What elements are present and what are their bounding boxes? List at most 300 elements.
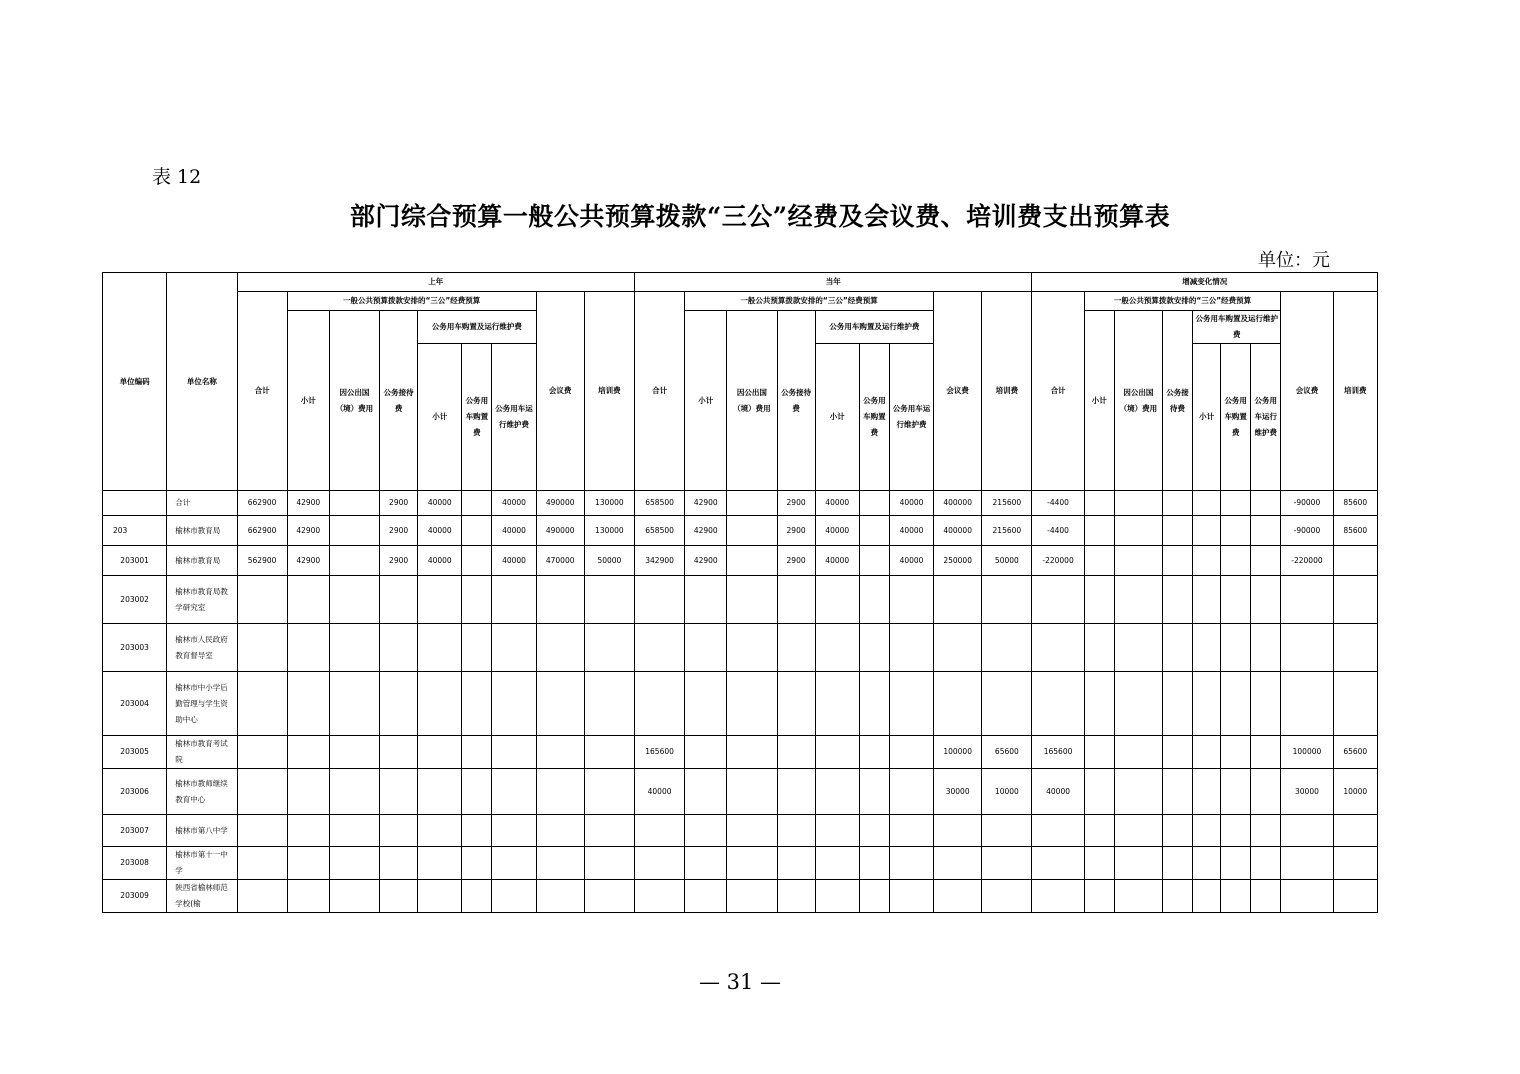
table-row xyxy=(103,516,1378,546)
value-cell xyxy=(492,847,536,880)
value-cell xyxy=(815,576,859,624)
table-row xyxy=(103,769,1378,815)
value-cell xyxy=(859,672,889,736)
value-cell xyxy=(1084,672,1114,736)
value-cell xyxy=(380,736,418,769)
value-cell xyxy=(859,815,889,847)
value-cell xyxy=(1193,672,1221,736)
value-cell xyxy=(1114,546,1162,576)
value-cell xyxy=(815,672,859,736)
page-title: 部门综合预算一般公共预算拨款“三公”经费及会议费、培训费支出预算表 xyxy=(349,202,1171,231)
col-vehicle-operation-change: 公务用车运行维护费 xyxy=(1251,344,1281,491)
value-cell: 490000 xyxy=(536,491,584,516)
value-cell xyxy=(1193,769,1221,815)
unit-name-cell: 榆林市教育考试院 xyxy=(167,736,237,769)
value-cell xyxy=(1251,769,1281,815)
value-cell: 40000 xyxy=(815,516,859,546)
group-last-year: 上年 xyxy=(237,273,634,292)
col-vehicle-purchase-change: 公务用车购置费 xyxy=(1221,344,1251,491)
value-cell xyxy=(1032,672,1084,736)
value-cell xyxy=(1281,576,1333,624)
value-cell xyxy=(982,576,1032,624)
value-cell: 658500 xyxy=(634,516,684,546)
value-cell xyxy=(1162,672,1192,736)
value-cell xyxy=(1221,576,1251,624)
value-cell xyxy=(1221,815,1251,847)
value-cell xyxy=(859,736,889,769)
col-abroad-change: 因公出国（境）费用 xyxy=(1114,311,1162,491)
value-cell: 2900 xyxy=(777,491,815,516)
value-cell: 2900 xyxy=(777,516,815,546)
col-reception-this-year: 公务接待费 xyxy=(777,311,815,491)
value-cell xyxy=(634,576,684,624)
value-cell xyxy=(536,576,584,624)
unit-name-cell: 榆林市教师继续教育中心 xyxy=(167,769,237,815)
col-subtotal-change: 小计 xyxy=(1084,311,1114,491)
value-cell xyxy=(777,576,815,624)
value-cell: 42900 xyxy=(685,546,727,576)
value-cell: 40000 xyxy=(815,546,859,576)
unit-code-cell: 203 xyxy=(103,516,167,546)
value-cell xyxy=(634,847,684,880)
col-reception-last-year: 公务接待费 xyxy=(380,311,418,491)
value-cell: 50000 xyxy=(584,546,634,576)
value-cell xyxy=(727,624,777,672)
value-cell xyxy=(462,880,492,913)
value-cell xyxy=(685,880,727,913)
value-cell xyxy=(1221,672,1251,736)
value-cell xyxy=(1333,880,1377,913)
value-cell: 165600 xyxy=(1032,736,1084,769)
value-cell xyxy=(1251,672,1281,736)
value-cell xyxy=(685,847,727,880)
value-cell: 42900 xyxy=(287,546,329,576)
value-cell xyxy=(287,847,329,880)
value-cell xyxy=(418,769,462,815)
value-cell xyxy=(1193,624,1221,672)
value-cell xyxy=(418,672,462,736)
value-cell xyxy=(1162,880,1192,913)
value-cell xyxy=(329,546,379,576)
value-cell xyxy=(982,672,1032,736)
value-cell xyxy=(492,576,536,624)
col-training-change: 培训费 xyxy=(1333,292,1377,491)
value-cell xyxy=(727,491,777,516)
value-cell xyxy=(1221,516,1251,546)
value-cell xyxy=(1032,880,1084,913)
unit-code-cell: 203006 xyxy=(103,769,167,815)
value-cell xyxy=(380,880,418,913)
value-cell: 490000 xyxy=(536,516,584,546)
value-cell xyxy=(727,847,777,880)
value-cell xyxy=(329,847,379,880)
value-cell xyxy=(418,815,462,847)
value-cell xyxy=(1114,672,1162,736)
value-cell: 30000 xyxy=(934,769,982,815)
value-cell xyxy=(380,769,418,815)
value-cell xyxy=(1032,847,1084,880)
col-three-public-last-year: 一般公共预算拨款安排的“三公”经费预算 xyxy=(287,292,536,311)
value-cell xyxy=(727,769,777,815)
value-cell xyxy=(287,624,329,672)
value-cell xyxy=(859,880,889,913)
value-cell: 40000 xyxy=(492,546,536,576)
value-cell xyxy=(727,815,777,847)
value-cell xyxy=(727,516,777,546)
value-cell xyxy=(815,815,859,847)
value-cell xyxy=(237,576,287,624)
col-training-this-year: 培训费 xyxy=(982,292,1032,491)
value-cell xyxy=(492,880,536,913)
value-cell: 40000 xyxy=(418,491,462,516)
value-cell xyxy=(1162,576,1192,624)
value-cell xyxy=(1084,847,1114,880)
value-cell xyxy=(777,847,815,880)
value-cell: -220000 xyxy=(1032,546,1084,576)
col-training-last-year: 培训费 xyxy=(584,292,634,491)
value-cell xyxy=(380,624,418,672)
value-cell xyxy=(492,736,536,769)
value-cell xyxy=(1333,672,1377,736)
unit-code-cell: 203007 xyxy=(103,815,167,847)
value-cell xyxy=(934,815,982,847)
value-cell xyxy=(1114,516,1162,546)
value-cell: 215600 xyxy=(982,491,1032,516)
value-cell xyxy=(536,672,584,736)
value-cell xyxy=(1281,847,1333,880)
value-cell: 2900 xyxy=(380,516,418,546)
value-cell xyxy=(982,880,1032,913)
value-cell xyxy=(1251,546,1281,576)
value-cell: 40000 xyxy=(1032,769,1084,815)
unit-code-cell: 203005 xyxy=(103,736,167,769)
unit-label: 单位：元 xyxy=(1258,250,1330,271)
value-cell xyxy=(934,880,982,913)
value-cell xyxy=(1162,546,1192,576)
value-cell xyxy=(1162,516,1192,546)
value-cell: 100000 xyxy=(934,736,982,769)
value-cell xyxy=(634,880,684,913)
value-cell xyxy=(859,769,889,815)
value-cell: 250000 xyxy=(934,546,982,576)
value-cell xyxy=(418,847,462,880)
col-abroad-last-year: 因公出国（境）费用 xyxy=(329,311,379,491)
value-cell xyxy=(859,847,889,880)
value-cell xyxy=(934,624,982,672)
value-cell xyxy=(1333,847,1377,880)
value-cell xyxy=(777,880,815,913)
value-cell xyxy=(1114,736,1162,769)
unit-code-cell: 203009 xyxy=(103,880,167,913)
value-cell xyxy=(237,736,287,769)
value-cell xyxy=(237,880,287,913)
col-vehicle-purchase-last-year: 公务用车购置费 xyxy=(462,344,492,491)
value-cell xyxy=(462,624,492,672)
value-cell xyxy=(859,576,889,624)
value-cell xyxy=(237,624,287,672)
value-cell xyxy=(1193,491,1221,516)
value-cell: 42900 xyxy=(685,516,727,546)
value-cell xyxy=(287,736,329,769)
value-cell xyxy=(815,769,859,815)
table-row xyxy=(103,815,1378,847)
unit-name-cell: 榆林市教育局教学研究室 xyxy=(167,576,237,624)
value-cell xyxy=(982,624,1032,672)
col-three-public-this-year: 一般公共预算拨款安排的“三公”经费预算 xyxy=(685,292,934,311)
value-cell xyxy=(462,672,492,736)
value-cell xyxy=(815,736,859,769)
value-cell xyxy=(685,624,727,672)
value-cell xyxy=(1281,672,1333,736)
col-vehicle-group-change: 公务用车购置及运行维护费 xyxy=(1193,311,1281,344)
value-cell xyxy=(1251,491,1281,516)
value-cell xyxy=(685,576,727,624)
value-cell: 165600 xyxy=(634,736,684,769)
col-unit-code: 单位编码 xyxy=(103,273,167,491)
value-cell xyxy=(685,736,727,769)
value-cell xyxy=(329,672,379,736)
value-cell xyxy=(1084,736,1114,769)
value-cell xyxy=(727,672,777,736)
value-cell xyxy=(1193,880,1221,913)
value-cell xyxy=(462,546,492,576)
value-cell xyxy=(727,880,777,913)
group-this-year: 当年 xyxy=(634,273,1031,292)
value-cell xyxy=(380,815,418,847)
value-cell: 40000 xyxy=(889,546,933,576)
value-cell xyxy=(380,672,418,736)
unit-code-cell: 203003 xyxy=(103,624,167,672)
value-cell: -220000 xyxy=(1281,546,1333,576)
col-vehicle-subtotal-change: 小计 xyxy=(1193,344,1221,491)
value-cell xyxy=(982,847,1032,880)
value-cell: 2900 xyxy=(380,546,418,576)
value-cell: 400000 xyxy=(934,516,982,546)
value-cell xyxy=(1084,516,1114,546)
col-meeting-change: 会议费 xyxy=(1281,292,1333,491)
value-cell: 100000 xyxy=(1281,736,1333,769)
col-meeting-this-year: 会议费 xyxy=(934,292,982,491)
value-cell xyxy=(1084,576,1114,624)
unit-name-cell: 榆林市人民政府教育督导室 xyxy=(167,624,237,672)
unit-code-cell: 203008 xyxy=(103,847,167,880)
value-cell xyxy=(1251,736,1281,769)
value-cell: 40000 xyxy=(492,491,536,516)
value-cell xyxy=(685,769,727,815)
value-cell xyxy=(1114,769,1162,815)
value-cell xyxy=(584,736,634,769)
table-row xyxy=(103,880,1378,913)
value-cell xyxy=(934,576,982,624)
value-cell xyxy=(329,491,379,516)
value-cell xyxy=(329,880,379,913)
value-cell xyxy=(1032,624,1084,672)
value-cell: 40000 xyxy=(889,516,933,546)
value-cell xyxy=(934,672,982,736)
value-cell xyxy=(1251,880,1281,913)
unit-name-cell: 榆林市教育局 xyxy=(167,546,237,576)
col-vehicle-operation-last-year: 公务用车运行维护费 xyxy=(492,344,536,491)
value-cell xyxy=(462,516,492,546)
table-row xyxy=(103,546,1378,576)
value-cell xyxy=(1114,847,1162,880)
value-cell: 40000 xyxy=(418,516,462,546)
value-cell xyxy=(1162,815,1192,847)
value-cell: 130000 xyxy=(584,491,634,516)
value-cell: 40000 xyxy=(815,491,859,516)
value-cell xyxy=(634,672,684,736)
value-cell xyxy=(1162,624,1192,672)
value-cell xyxy=(462,736,492,769)
value-cell xyxy=(1221,880,1251,913)
value-cell xyxy=(287,769,329,815)
unit-code-cell: 203004 xyxy=(103,672,167,736)
value-cell xyxy=(418,880,462,913)
value-cell xyxy=(982,815,1032,847)
col-unit-name: 单位名称 xyxy=(167,273,237,491)
value-cell xyxy=(287,880,329,913)
value-cell xyxy=(859,624,889,672)
value-cell xyxy=(329,815,379,847)
value-cell xyxy=(584,769,634,815)
unit-name-cell: 陕西省榆林师范学校(榆 xyxy=(167,880,237,913)
col-total-last-year: 合计 xyxy=(237,292,287,491)
value-cell xyxy=(1114,576,1162,624)
value-cell: 662900 xyxy=(237,516,287,546)
value-cell xyxy=(889,815,933,847)
value-cell: 40000 xyxy=(492,516,536,546)
value-cell xyxy=(1281,815,1333,847)
value-cell xyxy=(1333,624,1377,672)
value-cell xyxy=(1251,576,1281,624)
value-cell xyxy=(1221,546,1251,576)
value-cell xyxy=(1084,624,1114,672)
value-cell xyxy=(418,624,462,672)
value-cell: 40000 xyxy=(418,546,462,576)
value-cell xyxy=(777,672,815,736)
value-cell xyxy=(462,815,492,847)
value-cell xyxy=(634,815,684,847)
value-cell xyxy=(584,815,634,847)
value-cell xyxy=(536,815,584,847)
value-cell xyxy=(237,769,287,815)
budget-table xyxy=(102,272,1378,913)
value-cell xyxy=(889,624,933,672)
unit-code-cell xyxy=(103,491,167,516)
value-cell xyxy=(536,880,584,913)
value-cell: 85600 xyxy=(1333,516,1377,546)
value-cell xyxy=(1114,491,1162,516)
value-cell xyxy=(889,769,933,815)
value-cell xyxy=(1032,815,1084,847)
table-row xyxy=(103,847,1378,880)
value-cell xyxy=(727,546,777,576)
value-cell: 470000 xyxy=(536,546,584,576)
value-cell xyxy=(1084,815,1114,847)
value-cell: 10000 xyxy=(1333,769,1377,815)
value-cell xyxy=(777,769,815,815)
col-subtotal-this-year: 小计 xyxy=(685,311,727,491)
value-cell xyxy=(329,769,379,815)
value-cell: 40000 xyxy=(634,769,684,815)
value-cell xyxy=(1333,815,1377,847)
value-cell xyxy=(685,815,727,847)
value-cell xyxy=(418,736,462,769)
col-vehicle-subtotal-last-year: 小计 xyxy=(418,344,462,491)
table-number: 表 12 xyxy=(152,166,202,188)
value-cell xyxy=(1162,736,1192,769)
value-cell xyxy=(777,815,815,847)
value-cell xyxy=(859,491,889,516)
col-vehicle-operation-this-year: 公务用车运行维护费 xyxy=(889,344,933,491)
value-cell xyxy=(462,769,492,815)
value-cell xyxy=(777,736,815,769)
table-row xyxy=(103,736,1378,769)
table-row xyxy=(103,672,1378,736)
value-cell xyxy=(934,847,982,880)
value-cell xyxy=(889,576,933,624)
value-cell xyxy=(634,624,684,672)
value-cell: -4400 xyxy=(1032,516,1084,546)
value-cell xyxy=(329,624,379,672)
unit-name-cell: 合计 xyxy=(167,491,237,516)
value-cell xyxy=(584,624,634,672)
value-cell xyxy=(380,847,418,880)
value-cell xyxy=(1333,576,1377,624)
value-cell: 42900 xyxy=(685,491,727,516)
value-cell xyxy=(1032,576,1084,624)
value-cell xyxy=(1281,624,1333,672)
value-cell xyxy=(1221,769,1251,815)
value-cell xyxy=(462,491,492,516)
value-cell xyxy=(492,815,536,847)
value-cell: 2900 xyxy=(380,491,418,516)
value-cell xyxy=(237,847,287,880)
table-row xyxy=(103,491,1378,516)
value-cell xyxy=(1162,491,1192,516)
col-reception-change: 公务接待费 xyxy=(1162,311,1192,491)
value-cell: 65600 xyxy=(982,736,1032,769)
value-cell xyxy=(536,769,584,815)
value-cell xyxy=(1084,880,1114,913)
value-cell xyxy=(889,736,933,769)
value-cell xyxy=(777,624,815,672)
value-cell xyxy=(1162,769,1192,815)
value-cell xyxy=(492,624,536,672)
value-cell xyxy=(815,880,859,913)
col-three-public-change: 一般公共预算拨款安排的“三公”经费预算 xyxy=(1084,292,1281,311)
value-cell xyxy=(1221,624,1251,672)
value-cell xyxy=(1251,847,1281,880)
col-vehicle-group-this-year: 公务用车购置及运行维护费 xyxy=(815,311,933,344)
value-cell xyxy=(859,546,889,576)
unit-code-cell: 203002 xyxy=(103,576,167,624)
value-cell xyxy=(1193,736,1221,769)
value-cell: -90000 xyxy=(1281,491,1333,516)
value-cell xyxy=(1193,576,1221,624)
value-cell xyxy=(1084,769,1114,815)
value-cell xyxy=(492,672,536,736)
value-cell xyxy=(1251,815,1281,847)
value-cell xyxy=(1114,815,1162,847)
col-vehicle-subtotal-this-year: 小计 xyxy=(815,344,859,491)
col-vehicle-purchase-this-year: 公务用车购置费 xyxy=(859,344,889,491)
unit-name-cell: 榆林市第八中学 xyxy=(167,815,237,847)
value-cell: 130000 xyxy=(584,516,634,546)
value-cell xyxy=(584,847,634,880)
col-abroad-this-year: 因公出国（境）费用 xyxy=(727,311,777,491)
value-cell xyxy=(1114,880,1162,913)
